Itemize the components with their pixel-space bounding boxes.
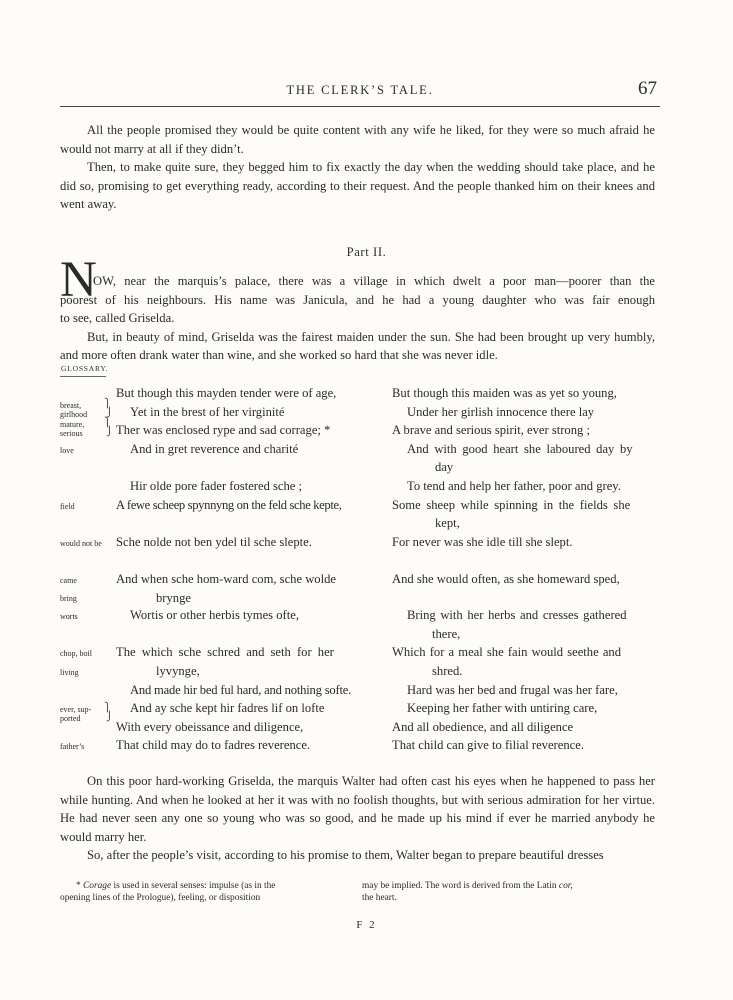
gloss-word: breast, — [60, 401, 82, 410]
modern-verse-line: A brave and serious spirit, ever strong ; — [392, 423, 590, 437]
old-verse-line: And ay sche kept hir fadres lif on lofte — [130, 701, 325, 715]
gloss-word: ported — [60, 714, 81, 723]
brace-mark: ⎫ — [104, 702, 111, 712]
opening-text — [60, 272, 655, 365]
footnote-text: may be implied. The word is derived from the Latin — [362, 881, 557, 891]
gloss-word: field — [60, 502, 75, 511]
modern-verse-line: day — [435, 460, 454, 474]
page-number: 67 — [638, 78, 657, 99]
modern-verse-line: Which for a meal she fain would seethe and — [392, 645, 622, 659]
brace-mark: ⎭ — [106, 407, 113, 417]
modern-verse-line: For never was she idle till she slept. — [392, 535, 573, 549]
modern-verse-line: But though this maiden was as yet so young, — [392, 386, 617, 400]
gloss-word: ever, sup- — [60, 705, 92, 714]
old-verse-line: But though this mayden tender were of age, — [116, 386, 337, 400]
gloss-word: father’s — [60, 742, 85, 751]
old-verse-line: And in gret reverence and charité — [130, 442, 299, 456]
brace-mark: ⎫ — [104, 417, 111, 427]
gloss-word: came — [60, 576, 77, 585]
modern-verse-line: And she would often, as she homeward sped, — [392, 572, 620, 586]
footnote-line — [60, 880, 360, 892]
running-header — [60, 78, 660, 100]
opening-paragraph: But, in beauty of mind, Griselda was the fairest maiden under the sun. She had been brought up very humbly, and more often drank water than wine, and she worked so hard that she was never idle. — [60, 329, 655, 363]
gloss-word: bring — [60, 594, 77, 603]
footnote-right — [362, 880, 662, 904]
gloss-word: girlhood — [60, 410, 88, 419]
old-verse-line: Sche nolde not ben ydel til sche slepte. — [116, 535, 312, 549]
old-verse-line: The which sche schred and seth for her — [116, 645, 334, 659]
footnote-term: Corage — [83, 881, 112, 891]
footnote-latin: cor, — [558, 881, 573, 891]
modern-verse-line: shred. — [432, 664, 463, 678]
drop-cap: N — [60, 252, 97, 308]
modern-verse-line: Bring with her herbs and cresses gathered — [407, 608, 627, 622]
running-title: THE CLERK’S TALE. — [286, 83, 434, 97]
outro-paragraph: On this poor hard-working Griselda, the marquis Walter had often cast his eyes when he happened to pass her while hunting. And when he looked at her it was with no foolish thoughts, but with serious admiration for her virtue. He had never seen any one so young who was so good, and he made up his mind if ever he married anybody he would marry her. — [60, 774, 655, 844]
intro-paragraph: Then, to make quite sure, they begged him to fix exactly the day when the wedding should take place, and he did so, promising to get everything ready, according to their request. And the people thanked him on their knees and went away. — [60, 160, 655, 212]
old-verse-line: That child may do to fadres reverence. — [116, 738, 311, 752]
modern-verse-line: To tend and help her father, poor and grey. — [407, 479, 621, 493]
outro-text — [60, 772, 655, 865]
gloss-word: would not be — [60, 539, 102, 548]
old-verse-line: lyvynge, — [156, 664, 200, 678]
footnote-line — [362, 880, 662, 892]
footnote-text: the heart. — [362, 893, 397, 903]
brace-mark: ⎭ — [106, 426, 113, 436]
old-verse-line: brynge — [156, 591, 191, 605]
opening-line: to see, called Griselda. — [60, 311, 175, 326]
modern-verse-line: And all obedience, and all diligence — [392, 720, 574, 734]
brace-mark: ⎭ — [106, 711, 113, 721]
outro-paragraph: So, after the people’s visit, according to his promise to them, Walter began to prepare beautiful dresses — [87, 848, 604, 863]
old-verse-line: Yet in the brest of her virginité — [130, 405, 285, 419]
gloss-word: chop, boil — [60, 649, 92, 658]
gloss-word: love — [60, 446, 74, 455]
modern-verse-line: Under her girlish innocence there lay — [407, 405, 595, 419]
opening-line: OW, near the marquis’s palace, there was a village in which dwelt a poor man—poorer than the — [93, 274, 655, 288]
gloss-word: living — [60, 668, 79, 677]
footnote-marker: * — [76, 881, 81, 891]
old-verse-line: A fewe scheep spynnyng on the feld sche kepte, — [116, 498, 342, 512]
old-verse-line: And made hir bed ful hard, and nothing softe. — [130, 683, 352, 697]
modern-verse-line: there, — [432, 627, 461, 641]
intro-paragraph: All the people promised they would be quite content with any wife he liked, for they were so much afraid he would not marry at all if they didn’t. — [60, 123, 655, 156]
signature-mark: F 2 — [356, 919, 377, 931]
modern-verse-line: Hard was her bed and frugal was her fare, — [407, 683, 618, 697]
old-verse-line: Ther was enclosed rype and sad corrage; * — [116, 423, 331, 437]
modern-verse-line: kept, — [435, 516, 460, 530]
gloss-word: serious — [60, 429, 83, 438]
gloss-word: mature, — [60, 420, 85, 429]
old-verse-line: Wortis or other herbis tymes ofte, — [130, 608, 299, 622]
footnote-text: opening lines of the Prologue), feeling, or disposition — [60, 893, 261, 903]
header-rule — [60, 106, 660, 107]
glossary-rule — [60, 376, 106, 377]
glossary-heading: GLOSSARY. — [61, 364, 109, 373]
footnote-text: is used in several senses: impulse (as in the — [113, 881, 276, 891]
brace-mark: ⎫ — [104, 398, 111, 408]
opening-line: poorest of his neighbours. His name was Janicula, and he had a young daughter who was fair enough — [60, 292, 655, 307]
old-verse-line: With every obeissance and diligence, — [116, 720, 304, 734]
modern-verse-line: Some sheep while spinning in the fields she — [392, 498, 631, 512]
part-heading: Part II. — [346, 245, 387, 259]
intro-text — [60, 121, 655, 214]
footnote-left — [60, 880, 360, 904]
old-verse-line: Hir olde pore fader fostered sche ; — [130, 479, 303, 493]
modern-verse-line: That child can give to filial reverence. — [392, 738, 584, 752]
old-verse-line: And when sche hom-ward com, sche wolde — [116, 572, 336, 586]
modern-verse-line: And with good heart she laboured day by — [407, 442, 633, 456]
gloss-word: worts — [60, 612, 78, 621]
modern-verse-line: Keeping her father with untiring care, — [407, 701, 598, 715]
